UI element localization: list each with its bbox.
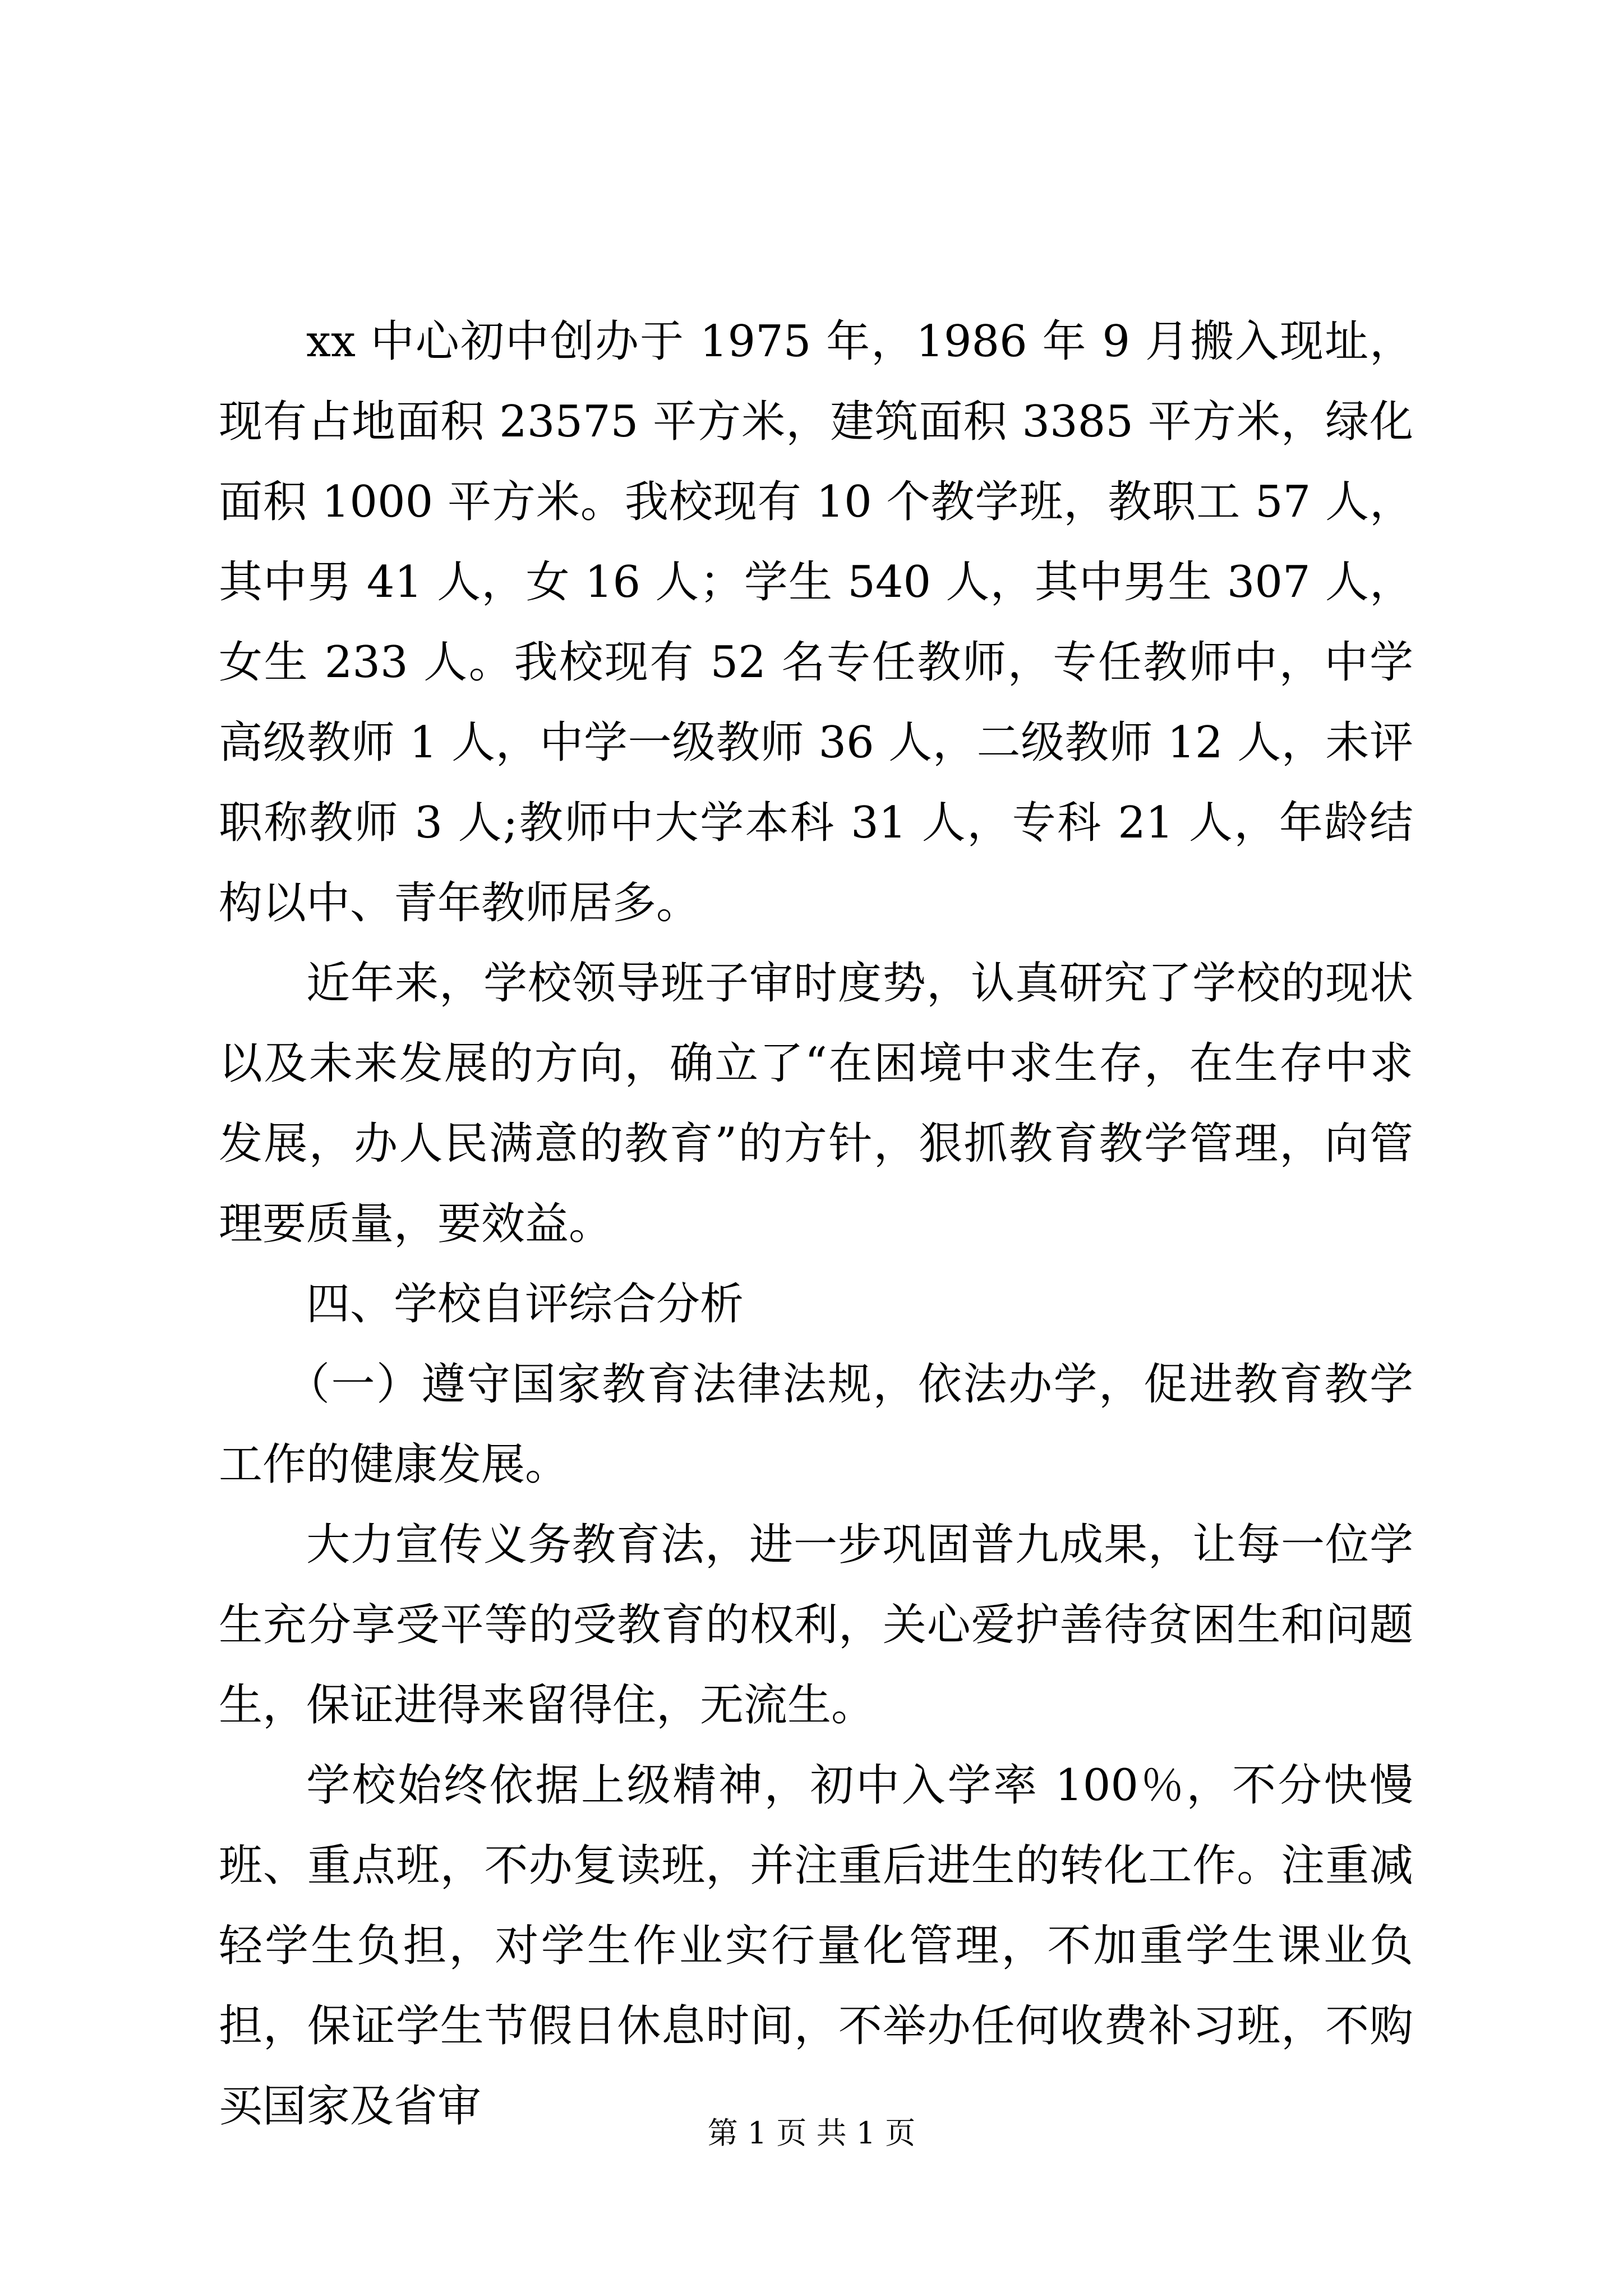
- paragraph-school-policy: 近年来，学校领导班子审时度势，认真研究了学校的现状以及未来发展的方向，确立了“在困境中求生存，在生存中求发展，办人民满意的教育”的方针，狠抓教育教学管理，向管理要质量，要效益。: [219, 958, 1413, 1249]
- section-heading-self-evaluation: 四、学校自评综合分析: [306, 1279, 744, 1329]
- page-number-label: 第 1 页 共 1 页: [707, 2115, 916, 2151]
- page-footer: [0, 2114, 1623, 2153]
- paragraph-compulsory-education: 大力宣传义务教育法，进一步巩固普九成果，让每一位学生充分享受平等的受教育的权利，关心爱护善待贫困生和问题生，保证进得来留得住，无流生。: [219, 1520, 1413, 1731]
- paragraph-enrollment-and-burden: 学校始终依据上级精神，初中入学率 100％，不分快慢班、重点班，不办复读班，并注重后进生的转化工作。注重减轻学生负担，对学生作业实行量化管理，不加重学生课业负担，保证学生节假日休息时间，不举办任何收费补习班，不购买国家及省审: [219, 1760, 1413, 2132]
- subsection-heading-law-compliance: （一）遵守国家教育法律法规，依法办学，促进教育教学工作的健康发展。: [219, 1359, 1413, 1490]
- paragraph-school-overview: xx 中心初中创办于 1975 年，1986 年 9 月搬入现址，现有占地面积 23575 平方米，建筑面积 3385 平方米，绿化面积 1000 平方米。我校现有 10 个教学班，教职工 57 人，其中男 41 人，女 16 人；学生 540 人，其中男生 307 人，女生 233 人。我校现有 52 名专任教师，专任教师中，中学高级教师 1 人，中学一级教师 36 人，二级教师 12 人，未评职称教师 3 人;教师中大学本科 31 人，专科 21 人，年龄结构以中、青年教师居多。: [219, 316, 1413, 928]
- document-body: [219, 302, 1413, 2147]
